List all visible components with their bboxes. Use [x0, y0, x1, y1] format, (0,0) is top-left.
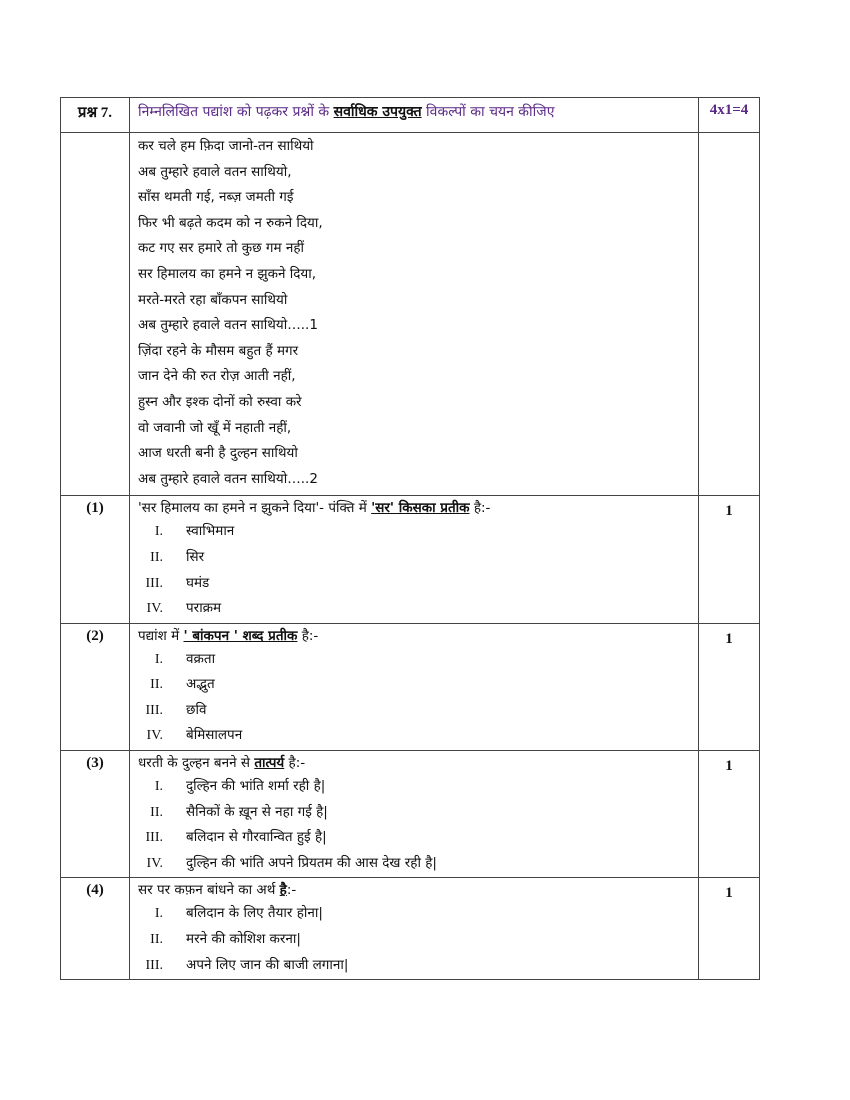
subquestion-row-3 — [61, 751, 760, 878]
subquestion-row-1 — [61, 496, 760, 623]
option-number: III. — [145, 830, 163, 846]
option-number: IV. — [146, 601, 163, 617]
poem-line: हुस्न और इश्क दोनों को रुस्वा करे — [138, 393, 302, 410]
poem-line: अब तुम्हारे हवाले वतन साथियो…..1 — [138, 317, 318, 334]
options-list — [130, 518, 698, 622]
poem-line: साँस थमती गई, नब्ज़ जमती गई — [138, 189, 294, 206]
option-number: II. — [150, 549, 163, 565]
option — [130, 800, 698, 826]
option — [130, 698, 698, 724]
subquestion-body — [130, 623, 699, 750]
subquestion-text-post: है:- — [469, 500, 491, 517]
subquestion-text — [130, 624, 698, 646]
option — [130, 953, 698, 979]
option — [130, 901, 698, 927]
subquestion-number: (2) — [61, 623, 130, 750]
poem-line: वो जवानी जो खूँ में नहाती नहीं, — [138, 419, 292, 436]
subquestion-text — [130, 751, 698, 773]
subquestion-text-emphasis: है — [279, 882, 287, 899]
options-list — [130, 900, 698, 979]
option-number: I. — [154, 779, 163, 795]
subquestion-text-emphasis: 'सर' किसका प्रतीक — [371, 500, 470, 517]
subquestion-text-post: है:- — [297, 627, 319, 644]
option-text: बेमिसालपन — [186, 727, 243, 744]
subquestion-text — [130, 496, 698, 518]
subquestion-marks: 1 — [699, 496, 760, 623]
option-text: घमंड — [186, 574, 210, 591]
subquestion-marks: 1 — [699, 623, 760, 750]
poem-line: मरते-मरते रहा बाँकपन साथियो — [138, 291, 288, 308]
option-text: सैनिकों के ख़ून से नहा गई है| — [186, 803, 328, 820]
option — [130, 825, 698, 851]
poem-line: फिर भी बढ़ते कदम को न रुकने दिया, — [138, 214, 323, 231]
poem-line: जान देने की रुत रोज़ आती नहीं, — [138, 368, 296, 385]
option-number: IV. — [146, 728, 163, 744]
subquestion-text-pre: 'सर हिमालय का हमने न झुकने दिया'- पंक्ति में — [138, 500, 372, 517]
option-text: पराक्रम — [186, 600, 222, 617]
poem-line: सर हिमालय का हमने न झुकने दिया, — [138, 265, 317, 282]
option-number: III. — [145, 957, 163, 973]
subquestion-marks: 1 — [699, 878, 760, 980]
poem-line: कट गए सर हमारे तो कुछ गम नहीं — [138, 240, 305, 257]
subquestion-text-pre: धरती के दुल्हन बनने से — [138, 755, 255, 772]
question-table — [60, 97, 760, 980]
option-text: सिर — [186, 548, 205, 565]
option-text: दुल्हिन की भांति अपने प्रियतम की आस देख रही है| — [186, 854, 437, 871]
poem-line: अब तुम्हारे हवाले वतन साथियो, — [138, 163, 292, 180]
option-number: IV. — [146, 855, 163, 871]
instruction-post: विकल्पों का चयन कीजिए — [421, 104, 555, 120]
subquestion-text-emphasis: तात्पर्य — [254, 755, 285, 772]
subquestion-text-emphasis: ' बांकपन ' शब्द प्रतीक — [183, 627, 298, 644]
option — [130, 519, 698, 545]
subquestion-text — [130, 878, 698, 900]
poem-marks-cell — [699, 133, 760, 496]
option — [130, 545, 698, 571]
option — [130, 851, 698, 877]
option-number: I. — [154, 524, 163, 540]
question-number: प्रश्न 7. — [61, 98, 130, 133]
option — [130, 596, 698, 622]
option-text: स्वाभिमान — [186, 523, 235, 540]
poem-line: आज धरती बनी है दुल्हन साथियो — [138, 445, 298, 462]
option-text: अद्भुत — [186, 676, 215, 693]
option-number: III. — [145, 702, 163, 718]
poem-row — [61, 133, 760, 496]
option — [130, 647, 698, 673]
option-number: II. — [150, 932, 163, 948]
option-text: छवि — [186, 701, 207, 718]
subquestion-row-4 — [61, 878, 760, 980]
option — [130, 774, 698, 800]
option-text: वक्रता — [186, 650, 216, 667]
subquestion-marks: 1 — [699, 751, 760, 878]
subquestion-body — [130, 878, 699, 980]
poem-line: अब तुम्हारे हवाले वतन साथियो…..2 — [138, 470, 318, 487]
options-list — [130, 773, 698, 877]
instruction-pre: निम्नलिखित पद्यांश को पढ़कर प्रश्नों के — [138, 104, 334, 120]
option-text: मरने की कोशिश करना| — [186, 931, 301, 948]
subquestion-number: (3) — [61, 751, 130, 878]
poem-blank-cell — [61, 133, 130, 496]
option-text: दुल्हिन की भांति शर्मा रही है| — [186, 778, 326, 795]
subquestion-body — [130, 751, 699, 878]
subquestion-text-pre: सर पर कफ़न बांधने का अर्थ — [138, 882, 280, 899]
option-text: बलिदान के लिए तैयार होना| — [186, 905, 323, 922]
option — [130, 927, 698, 953]
option-text: बलिदान से गौरवान्वित हुई है| — [186, 829, 327, 846]
option-text: अपने लिए जान की बाजी लगाना| — [186, 956, 349, 973]
subquestion-text-post: :- — [286, 882, 297, 899]
poem-line: ज़िंदा रहने के मौसम बहुत हैं मगर — [138, 342, 299, 359]
option-number: III. — [145, 575, 163, 591]
option — [130, 571, 698, 597]
subquestion-number: (4) — [61, 878, 130, 980]
option-number: I. — [154, 906, 163, 922]
question-header-row — [61, 98, 760, 133]
instruction-emphasis: सर्वाधिक उपयुक्त — [333, 104, 422, 120]
question-marks: 4x1=4 — [699, 98, 760, 133]
subquestion-body — [130, 496, 699, 623]
subquestion-text-post: है:- — [284, 755, 306, 772]
poem-line: कर चले हम फ़िदा जानो-तन साथियो — [138, 138, 314, 154]
subquestion-number: (1) — [61, 496, 130, 623]
subquestion-row-2 — [61, 623, 760, 750]
options-list — [130, 646, 698, 750]
subquestion-text-pre: पद्यांश में — [138, 627, 184, 644]
option-number: II. — [150, 677, 163, 693]
option — [130, 723, 698, 749]
option-number: II. — [150, 804, 163, 820]
poem-passage — [130, 133, 699, 496]
option — [130, 672, 698, 698]
option-number: I. — [154, 651, 163, 667]
question-instruction — [130, 98, 699, 133]
